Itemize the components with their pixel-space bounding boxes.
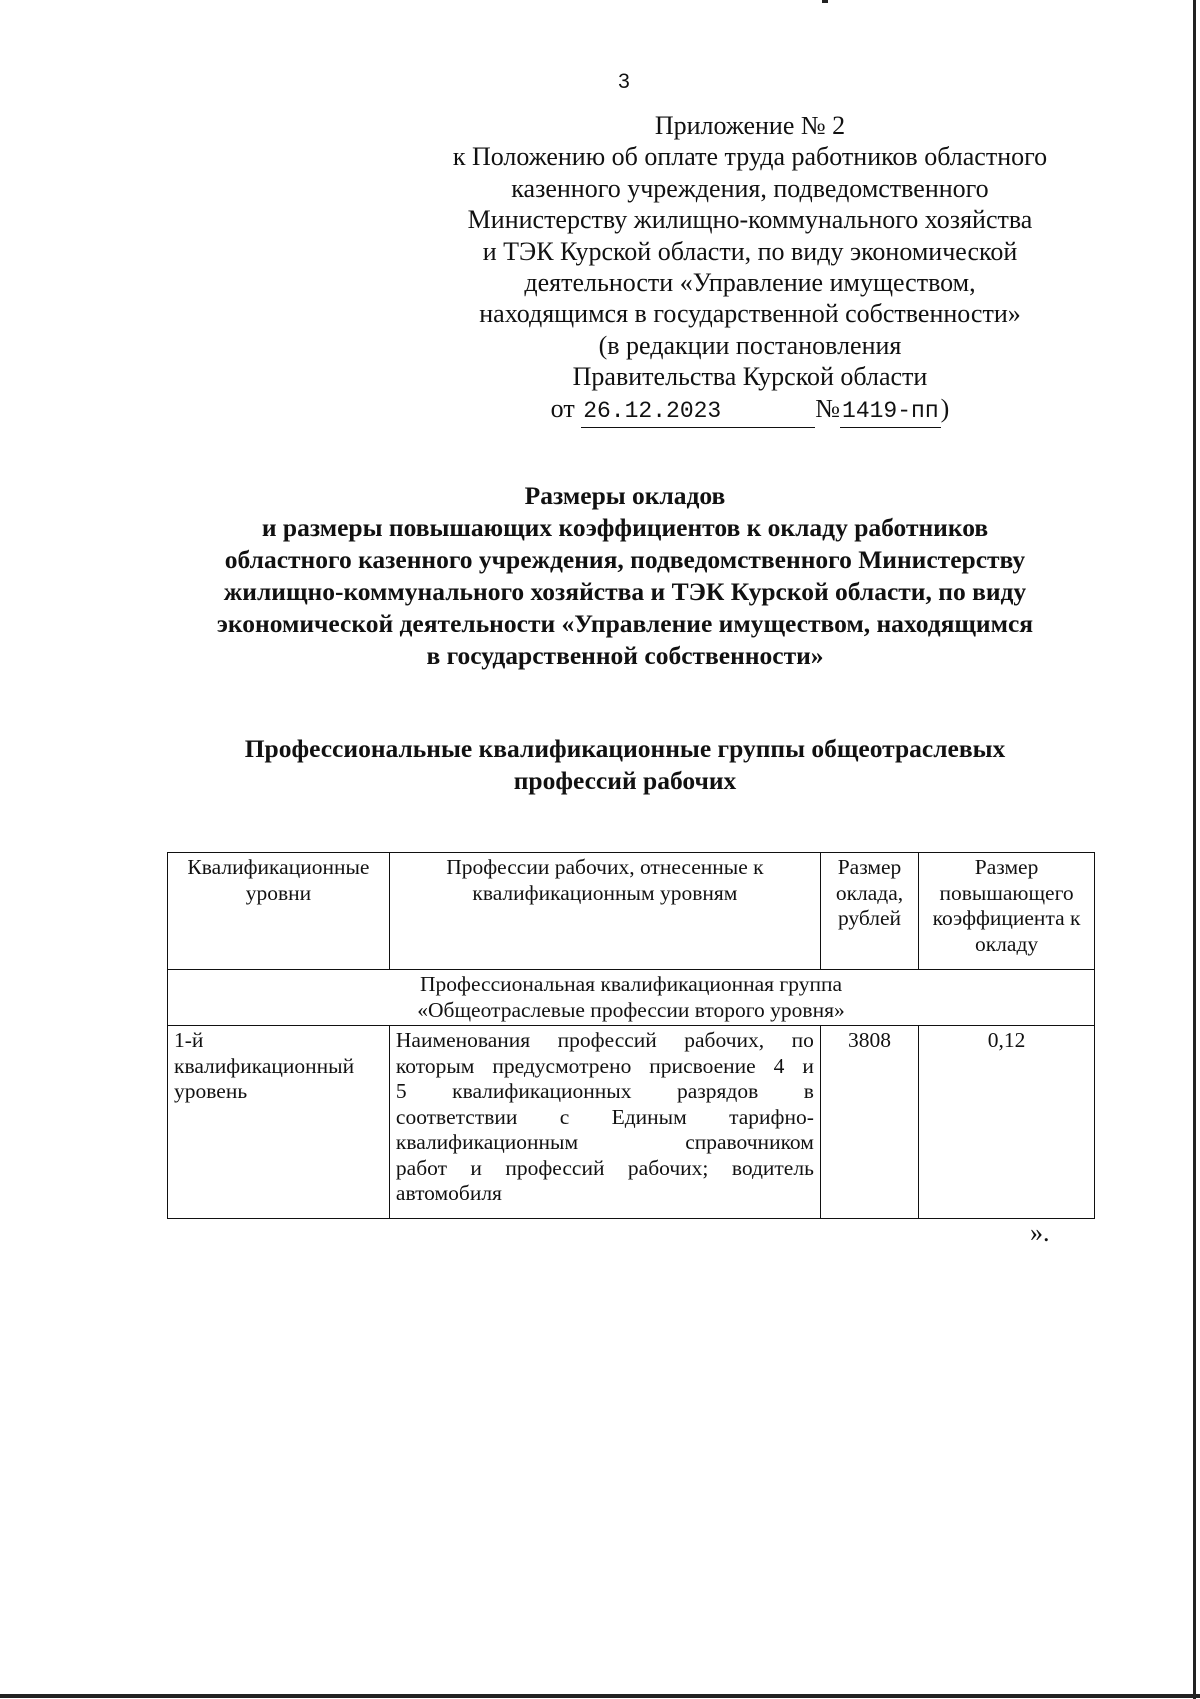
profession-line: Наименования профессий рабочих, по bbox=[395, 1028, 814, 1052]
group-title-line: Профессиональная квалификационная группа bbox=[419, 972, 842, 996]
header-salary: Размер оклада, рублей bbox=[820, 853, 918, 970]
closing-paren: ) bbox=[940, 393, 950, 423]
table-header-row bbox=[168, 853, 1095, 970]
profession-cell bbox=[389, 1026, 820, 1219]
scan-edge-mark bbox=[822, 0, 828, 3]
appendix-line: Правительства Курской области bbox=[572, 362, 928, 392]
profession-line: квалификационным справочником bbox=[395, 1130, 814, 1154]
appendix-line: к Положению об оплате труда работников областного bbox=[452, 142, 1048, 172]
decree-date: 26.12.2023 bbox=[581, 396, 815, 428]
title-line: Размеры окладов bbox=[524, 481, 726, 510]
level-line: квалификационный bbox=[174, 1053, 355, 1078]
page-number: 3 bbox=[618, 70, 630, 93]
appendix-line: (в редакции постановления bbox=[598, 330, 902, 360]
level-line: уровень bbox=[174, 1079, 248, 1103]
group-title-line: «Общеотраслевые профессии второго уровня» bbox=[417, 997, 845, 1022]
profession-line: 5 квалификационных разрядов в bbox=[395, 1079, 814, 1103]
table-group-row bbox=[168, 970, 1095, 1026]
closing-quote-mark: ». bbox=[1030, 1218, 1050, 1247]
appendix-line: и ТЭК Курской области, по виду экономической bbox=[482, 236, 1018, 266]
header-professions: Профессии рабочих, отнесенные к квалификационным уровням bbox=[389, 853, 820, 970]
number-prefix: № bbox=[815, 393, 841, 423]
profession-line: автомобиля bbox=[395, 1181, 502, 1205]
appendix-line: находящимся в государственной собственности» bbox=[479, 299, 1021, 329]
appendix-header bbox=[400, 110, 1100, 428]
title-line: экономической деятельности «Управление имуществом, находящимся bbox=[216, 609, 1034, 638]
header-qualification-levels: Квалификационные уровни bbox=[168, 853, 390, 970]
profession-line: соответствии с Единым тарифно- bbox=[395, 1104, 814, 1129]
profession-line: работ и профессий рабочих; водитель bbox=[395, 1155, 814, 1180]
scan-edge-right bbox=[1193, 0, 1196, 1699]
document-title bbox=[150, 480, 1100, 672]
appendix-line: Министерству жилищно-коммунального хозяйства bbox=[467, 205, 1033, 235]
salary-cell: 3808 bbox=[820, 1026, 918, 1219]
decree-date-number-line bbox=[400, 393, 1100, 428]
group-title-cell bbox=[168, 970, 1095, 1026]
salary-table bbox=[167, 852, 1095, 1219]
profession-line: которым предусмотрено присвоение 4 и bbox=[395, 1053, 814, 1078]
title-line: жилищно-коммунального хозяйства и ТЭК Курской области, по виду bbox=[223, 577, 1027, 606]
title-line: в государственной собственности» bbox=[426, 641, 824, 670]
subtitle-line: Профессиональные квалификационные группы общеотраслевых bbox=[244, 734, 1006, 763]
title-line: областного казенного учреждения, подведомственного Министерству bbox=[224, 545, 1026, 574]
subtitle-line: профессий рабочих bbox=[513, 766, 737, 795]
table-row bbox=[168, 1026, 1095, 1219]
level-cell bbox=[168, 1026, 390, 1219]
header-coefficient: Размер повышающего коэффициента к окладу bbox=[919, 853, 1095, 970]
level-line: 1-й bbox=[174, 1028, 204, 1052]
date-prefix: от bbox=[550, 393, 575, 423]
appendix-line: казенного учреждения, подведомственного bbox=[511, 173, 989, 203]
decree-number: 1419-пп bbox=[840, 396, 941, 428]
appendix-line: Приложение № 2 bbox=[654, 111, 846, 140]
section-subtitle bbox=[150, 733, 1100, 797]
scan-edge-bottom bbox=[0, 1694, 1200, 1698]
coefficient-cell: 0,12 bbox=[919, 1026, 1095, 1219]
appendix-line: деятельности «Управление имуществом, bbox=[524, 268, 976, 298]
title-line: и размеры повышающих коэффициентов к окладу работников bbox=[261, 513, 989, 542]
